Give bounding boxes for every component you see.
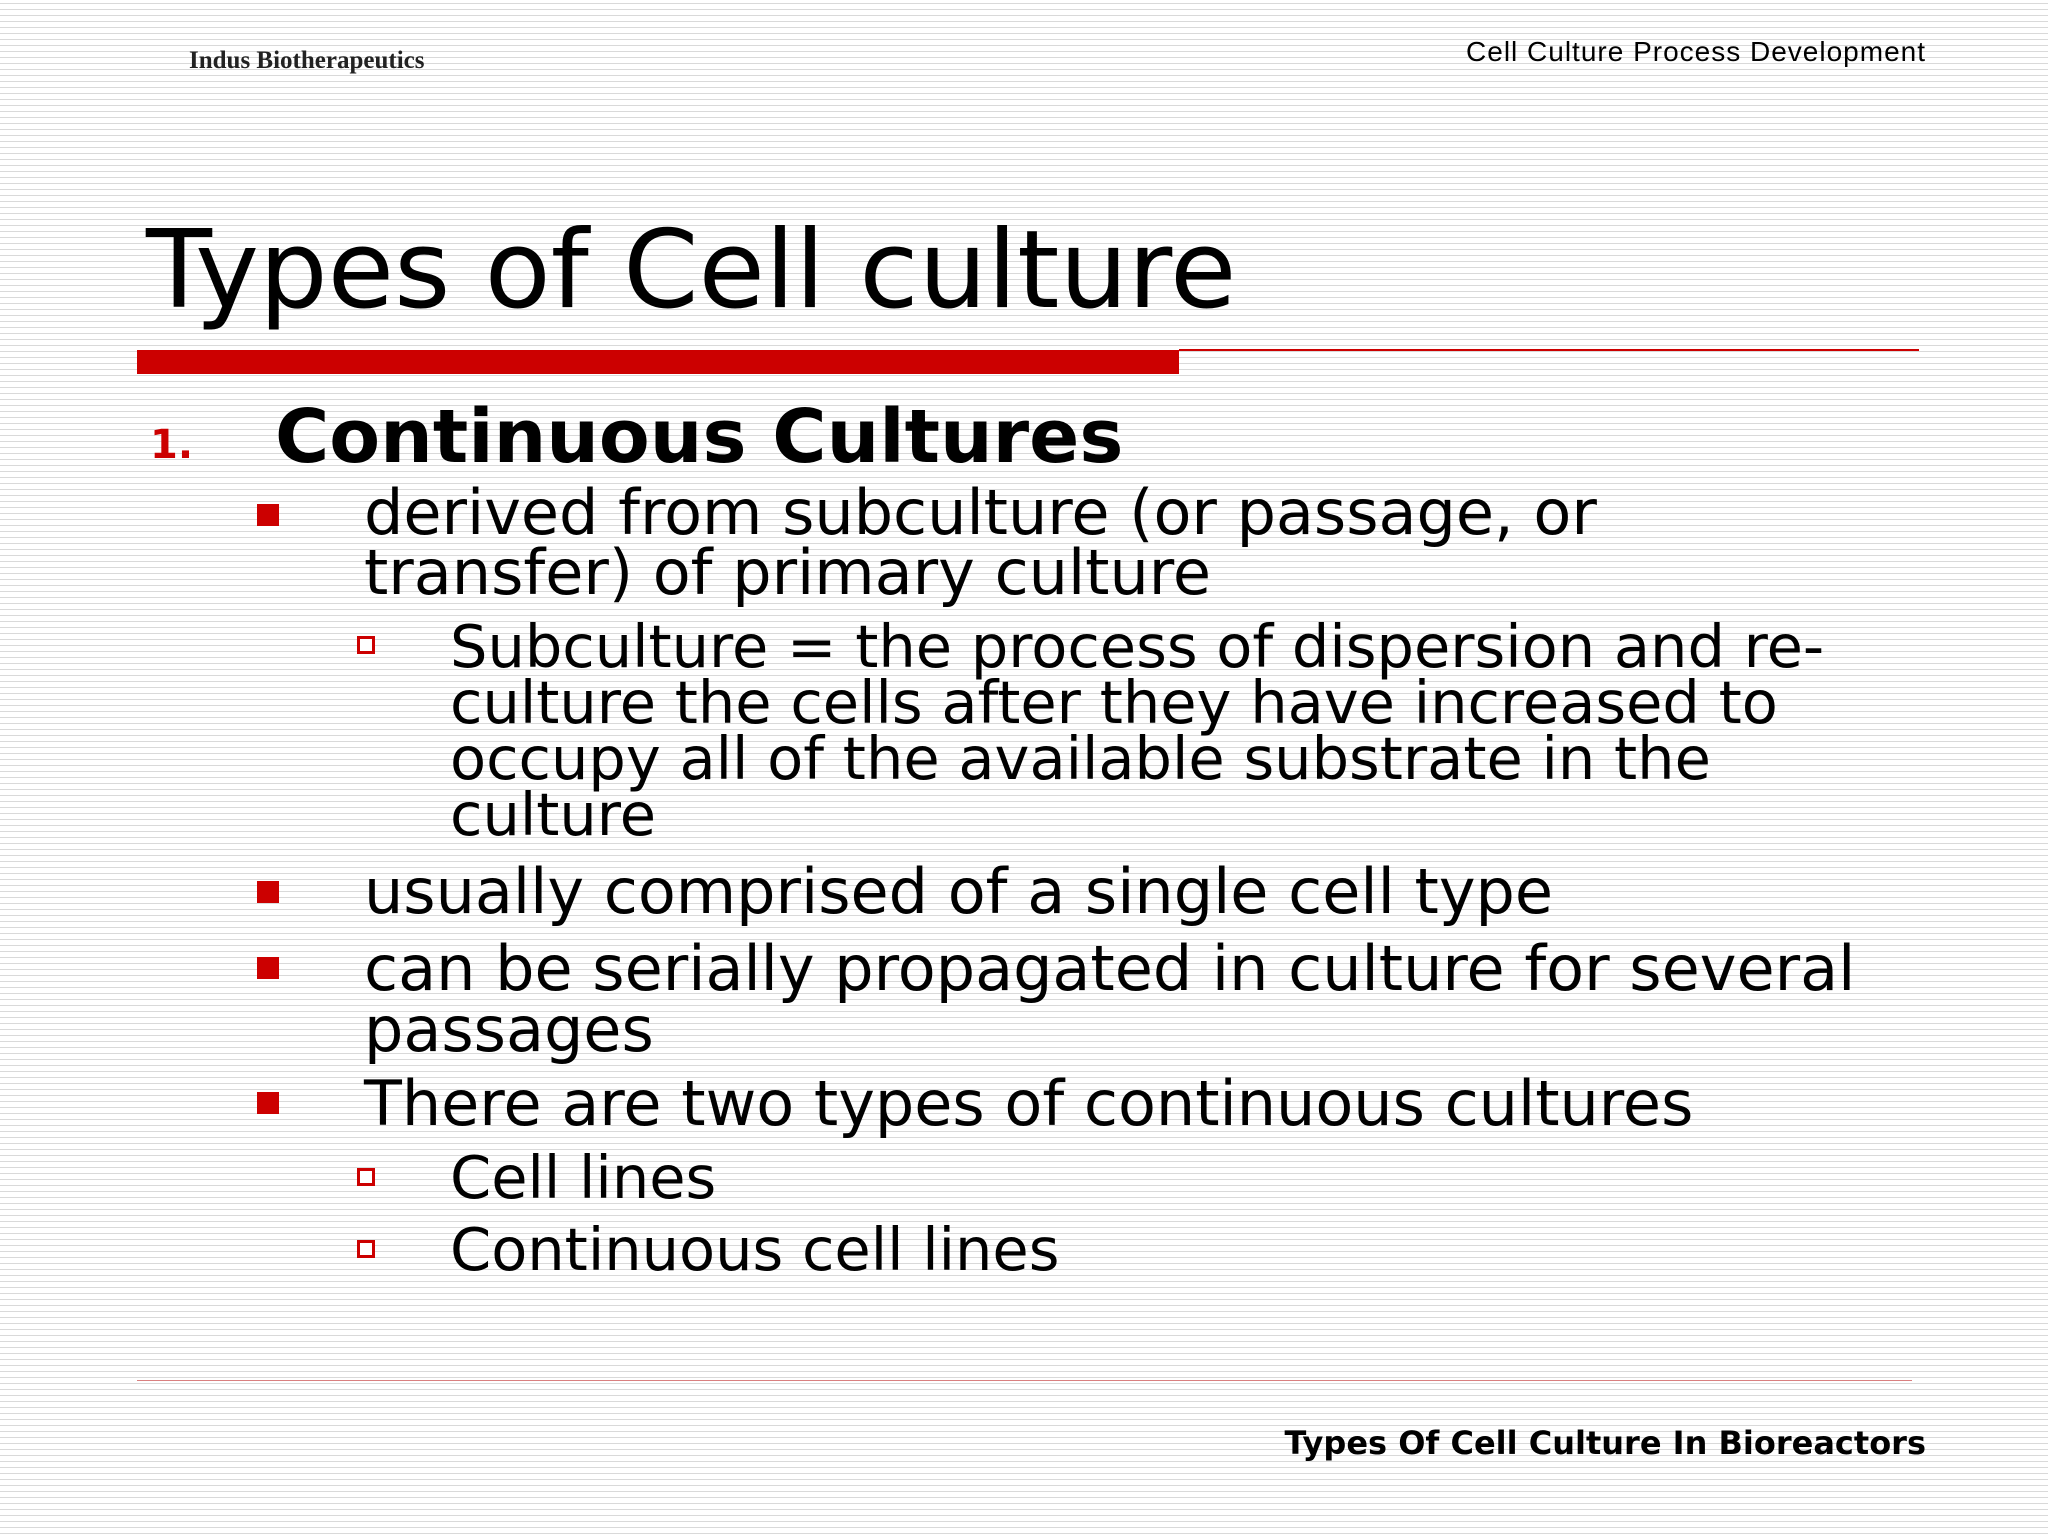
bullet-text: transfer) of primary culture xyxy=(364,536,1212,609)
bullet-square-icon xyxy=(257,504,279,526)
section-number: 1. xyxy=(150,422,194,468)
bullet-square-icon xyxy=(257,1092,279,1114)
bullet-text: can be serially propagated in culture for several xyxy=(364,932,1856,1005)
sub-bullet-text: occupy all of the available substrate in the xyxy=(450,724,1711,793)
bullet-hollow-square-icon xyxy=(357,636,375,654)
bullet-text: derived from subculture (or passage, or xyxy=(364,476,1597,549)
title-underline-thin xyxy=(1179,349,1919,351)
section-title: Continuous Cultures xyxy=(275,394,1124,480)
title-underline-thick xyxy=(137,350,1179,374)
slide-title: Types of Cell culture xyxy=(146,208,1237,333)
header-subtitle: Cell Culture Process Development xyxy=(1466,36,1926,67)
footer-divider xyxy=(137,1380,1912,1381)
sub-bullet-text: culture xyxy=(450,780,657,849)
company-name: Indus Biotherapeutics xyxy=(189,47,425,74)
sub-bullet-text: Cell lines xyxy=(450,1143,717,1212)
footer-text: Types Of Cell Culture In Bioreactors xyxy=(1284,1424,1926,1462)
bullet-hollow-square-icon xyxy=(357,1168,375,1186)
bullet-square-icon xyxy=(257,957,279,979)
sub-bullet-text: Subculture = the process of dispersion and re- xyxy=(450,612,1825,681)
bullet-text: There are two types of continuous cultures xyxy=(364,1067,1694,1140)
sub-bullet-text: culture the cells after they have increased to xyxy=(450,668,1778,737)
bullet-square-icon xyxy=(257,881,279,903)
bullet-text: usually comprised of a single cell type xyxy=(364,855,1554,928)
sub-bullet-text: Continuous cell lines xyxy=(450,1215,1060,1284)
bullet-hollow-square-icon xyxy=(357,1240,375,1258)
bullet-text: passages xyxy=(364,993,654,1066)
